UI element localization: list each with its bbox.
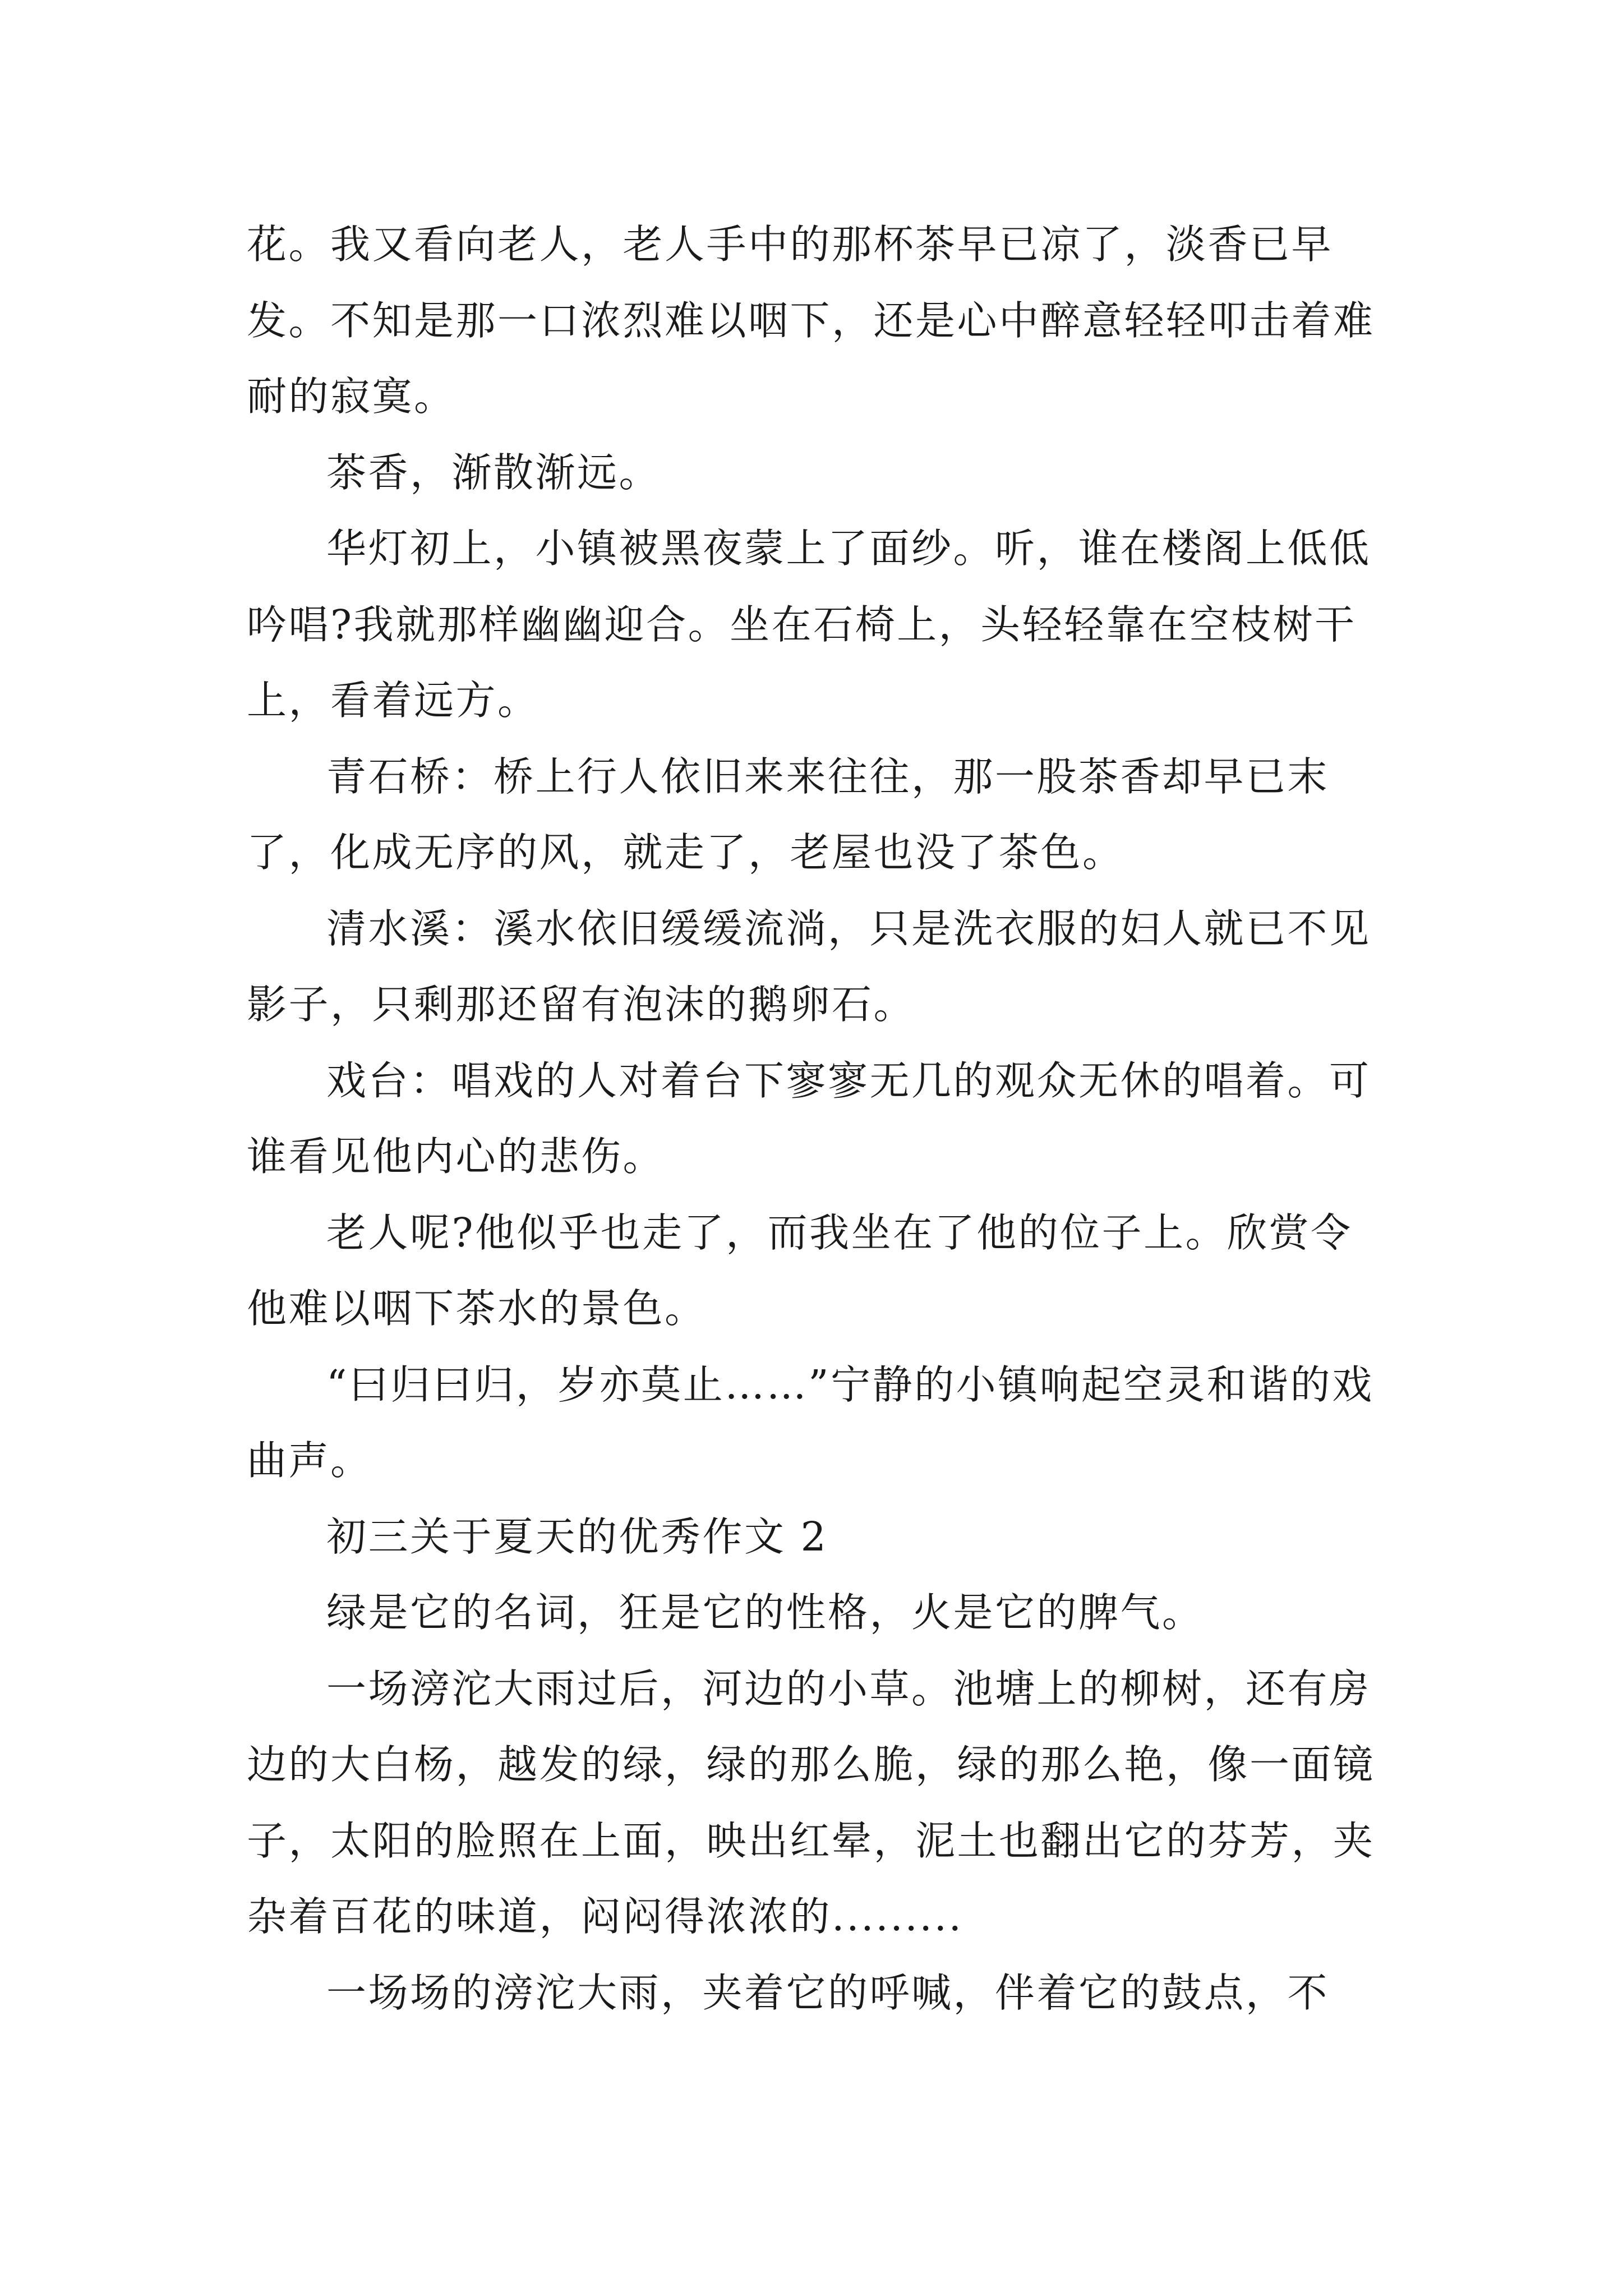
- paragraph: 青石桥：桥上行人依旧来来往往，那一股茶香却早已末了，化成无序的风，就走了，老屋也没了茶色。: [247, 753, 1330, 876]
- section-heading: 初三关于夏天的优秀作文 2: [326, 1513, 828, 1560]
- paragraph: 一场场的滂沱大雨，夹着它的呼喊，伴着它的鼓点，不: [326, 1969, 1330, 2016]
- paragraph: 戏台：唱戏的人对着台下寥寥无几的观众无休的唱着。可谁看见他内心的悲伤。: [247, 1057, 1371, 1180]
- paragraph: “曰归曰归，岁亦莫止……”宁静的小镇响起空灵和谐的戏曲声。: [247, 1361, 1374, 1484]
- paragraph: 绿是它的名词，狂是它的性格，火是它的脾气。: [326, 1589, 1204, 1636]
- paragraph: 一场滂沱大雨过后，河边的小草。池塘上的柳树，还有房边的大白杨，越发的绿，绿的那么脆，绿的那么艳，像一面镜子，太阳的脸照在上面，映出红晕，泥土也翻出它的芬芳，夹杂着百花的味道，闷闷得浓浓的.........: [247, 1665, 1375, 1940]
- document-body: [247, 206, 1391, 2031]
- paragraph: 华灯初上，小镇被黑夜蒙上了面纱。听，谁在楼阁上低低吟唱?我就那样幽幽迎合。坐在石椅上，头轻轻靠在空枝树干上，看着远方。: [247, 525, 1371, 724]
- paragraph: 老人呢?他似乎也走了，而我坐在了他的位子上。欣赏令他难以咽下茶水的景色。: [247, 1209, 1353, 1332]
- paragraph: 花。我又看向老人，老人手中的那杯茶早已凉了，淡香已早发。不知是那一口浓烈难以咽下，还是心中醉意轻轻叩击着难耐的寂寞。: [247, 221, 1375, 420]
- paragraph: 清水溪：溪水依旧缓缓流淌，只是洗衣服的妇人就已不见影子，只剩那还留有泡沫的鹅卵石。: [247, 905, 1371, 1028]
- paragraph: 茶香，渐散渐远。: [326, 449, 661, 496]
